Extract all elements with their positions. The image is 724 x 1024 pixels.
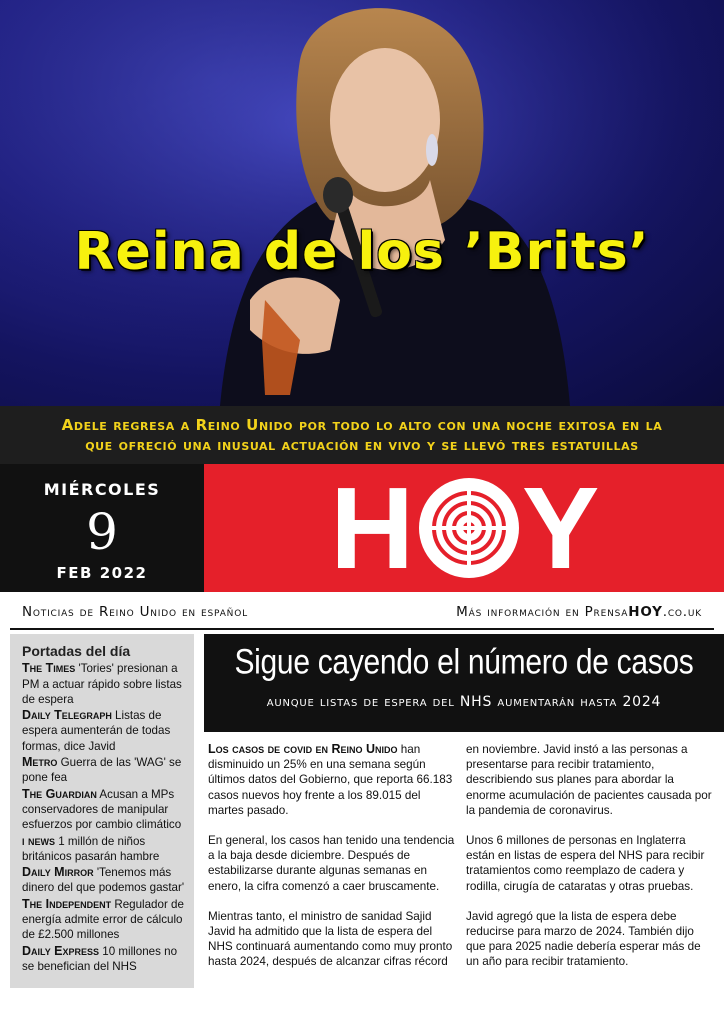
article-paragraph-text: han disminuido un 25% en una semana según últimos datos del Gobierno, que reporta 66.183 casos nuevos hoy frente a los 89.015 del martes pasado.: [208, 743, 453, 817]
article-column-1: [208, 742, 458, 985]
article-subheadline: aunque listas de espera del NHS aumentarán hasta 2024: [266, 694, 662, 710]
date-month-year: FEB 2022: [56, 564, 148, 582]
publication-name: The Independent: [22, 896, 112, 911]
article-lead: Los casos de covid en Reino Unido: [208, 742, 398, 756]
tagline-right-bold: HOY: [628, 604, 663, 620]
tagline-right[interactable]: [456, 604, 702, 620]
front-pages-sidebar: [10, 634, 194, 988]
date-weekday: MIÉRCOLES: [43, 480, 161, 499]
hero-photo: [0, 0, 724, 406]
subhead-line-1: Adele regresa a Reino Unido por todo lo alto con una noche exitosa en la: [61, 416, 663, 434]
publication-name: Metro: [22, 755, 58, 770]
hero-title: Reina de los ’Brits’: [74, 222, 650, 282]
publication-headline: 10 millones no se benefician del NHS: [22, 944, 178, 973]
hoy-logo: [204, 468, 724, 588]
article-column-2: [466, 742, 716, 985]
sidebar-item: [22, 787, 188, 833]
sidebar-item: [22, 661, 188, 707]
publication-name: Daily Mirror: [22, 865, 94, 880]
tagline-right-prefix: Más información en Prensa: [456, 604, 629, 620]
sidebar-item: [22, 944, 188, 975]
publication-headline: Acusan a MPs conservadores de manipular esfuerzos por cambio climático: [22, 787, 182, 832]
publication-headline: 'Tenemos más dinero del que podemos gastar': [22, 866, 185, 895]
logo-o-target-icon: [419, 478, 519, 578]
tagline-right-suffix: .co.uk: [662, 604, 702, 620]
tagline-left: Noticias de Reino Unido en español: [22, 604, 248, 620]
sidebar-item: [22, 755, 188, 786]
logo-letter-y: Y: [522, 468, 600, 588]
sidebar-title: Portadas del día: [22, 643, 131, 659]
publication-headline: Guerra de las 'WAG' se pone fea: [22, 756, 182, 785]
publication-headline: 'Tories' presionan a PM a actuar rápido sobre listas de espera: [22, 662, 182, 706]
publication-name: i news: [22, 833, 55, 848]
article-headline: Sigue cayendo el número de casos: [234, 642, 694, 682]
sidebar-item: [22, 708, 188, 754]
article-paragraph: [208, 742, 458, 818]
publication-headline: Regulador de energía admite error de cálculo de £2.500 millones: [22, 897, 184, 942]
publication-name: The Guardian: [22, 786, 97, 801]
divider: [10, 628, 714, 630]
publication-name: Daily Express: [22, 943, 100, 958]
article-paragraph: Unos 6 millones de personas en Inglaterra están en listas de espera del NHS para recibir tratamientos como reemplazo de cadera y rodilla, cirugía de cataratas y otras pruebas.: [466, 834, 705, 893]
publication-headline: 1 millón de niños británicos pasarán hambre: [22, 834, 160, 863]
hero-subheadline: [0, 406, 724, 464]
sidebar-item: [22, 834, 188, 865]
issue-date: [0, 464, 204, 592]
performer-illustration: [0, 0, 724, 406]
article-paragraph: Mientras tanto, el ministro de sanidad Sajid Javid ha admitido que la lista de espera del NHS continuará aumentando como muy pronto hasta 2024, después de alcanzar cifras récord: [208, 909, 453, 969]
article-paragraph: Javid agregó que la lista de espera debe reducirse para marzo de 2024. También dijo que para 2025 nadie debería esperar más de un año para recibir tratamiento.: [466, 909, 701, 969]
date-day-number: 9: [86, 503, 118, 561]
article-header: [204, 634, 724, 732]
publication-headline: Listas de espera aumenterán de todas formas, dice Javid: [22, 709, 171, 753]
publication-name: The Times: [22, 661, 76, 676]
masthead: [204, 464, 724, 592]
sidebar-item: [22, 865, 188, 896]
publication-name: Daily Telegraph: [22, 708, 112, 723]
logo-letter-h: H: [330, 468, 414, 588]
sidebar-item: [22, 897, 188, 943]
article-paragraph: En general, los casos han tenido una tendencia a la baja desde diciembre. Después de estabilizarse durante algunas semanas en enero, la cifra comenzó a caer bruscamente.: [208, 834, 455, 893]
article-paragraph: en noviembre. Javid instó a las personas a presentarse para recibir tratamiento, describiendo sus planes para abordar la enorme acumulación de pacientes causada por la pandemia de coronavirus.: [466, 743, 712, 817]
subhead-line-2: que ofreció una inusual actuación en vivo y se llevó tres estatuillas: [85, 436, 639, 454]
